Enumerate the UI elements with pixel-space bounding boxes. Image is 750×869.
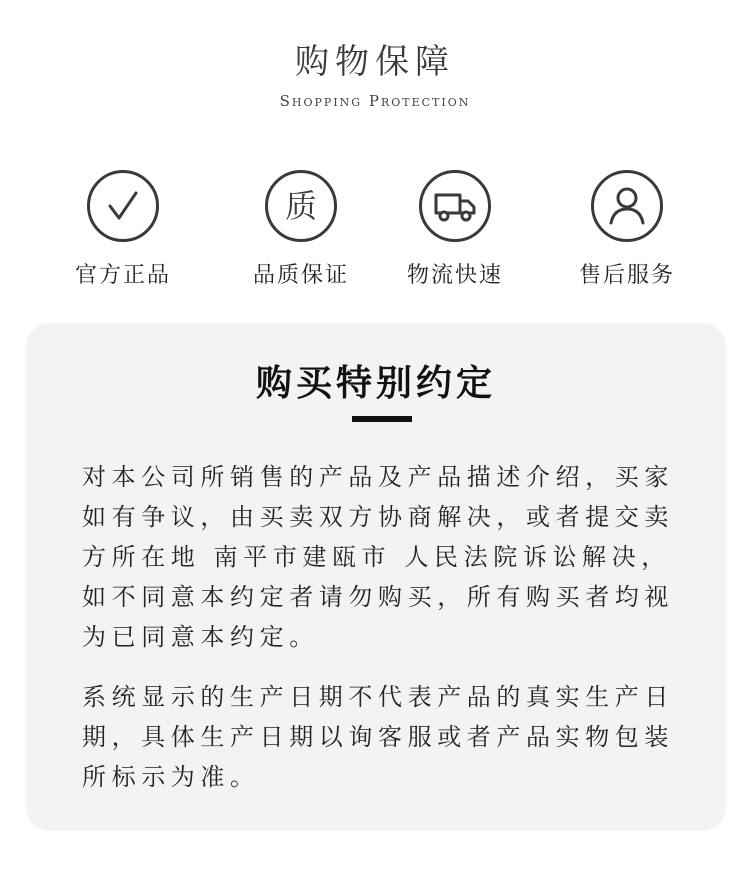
feature-label: 官方正品 bbox=[74, 263, 171, 288]
check-icon bbox=[87, 170, 159, 242]
feature-label: 售后服务 bbox=[578, 263, 675, 288]
page-title: 购物保障 bbox=[295, 42, 455, 82]
feature-aftersales bbox=[552, 170, 702, 289]
agreement-paragraph: 系统显示的生产日期不代表产品的真实生产日期，具体生产日期以询客服或者产品实物包装所标示为准。 bbox=[82, 683, 674, 791]
title-underline bbox=[352, 416, 412, 422]
page-subtitle: Shopping Protection bbox=[279, 92, 471, 110]
quality-icon bbox=[265, 170, 337, 242]
agreement-paragraph: 对本公司所销售的产品及产品描述介绍，买家如有争议，由买卖双方协商解决，或者提交卖方所在地 南平市建瓯市 人民法院诉讼解决，如不同意本约定者请勿购买，所有购买者均视为已同意本约定。 bbox=[82, 463, 674, 651]
quality-glyph: 质 bbox=[284, 187, 317, 225]
feature-quality bbox=[226, 170, 376, 289]
feature-label: 品质保证 bbox=[252, 263, 349, 288]
page-header bbox=[0, 38, 750, 110]
feature-logistics bbox=[380, 170, 530, 289]
feature-label: 物流快速 bbox=[406, 263, 503, 288]
user-icon bbox=[591, 170, 663, 242]
purchase-agreement-card bbox=[26, 323, 726, 831]
feature-authentic bbox=[48, 170, 198, 289]
guarantee-features bbox=[0, 170, 750, 300]
truck-icon bbox=[419, 170, 491, 242]
agreement-title: 购买特别约定 bbox=[255, 363, 496, 404]
